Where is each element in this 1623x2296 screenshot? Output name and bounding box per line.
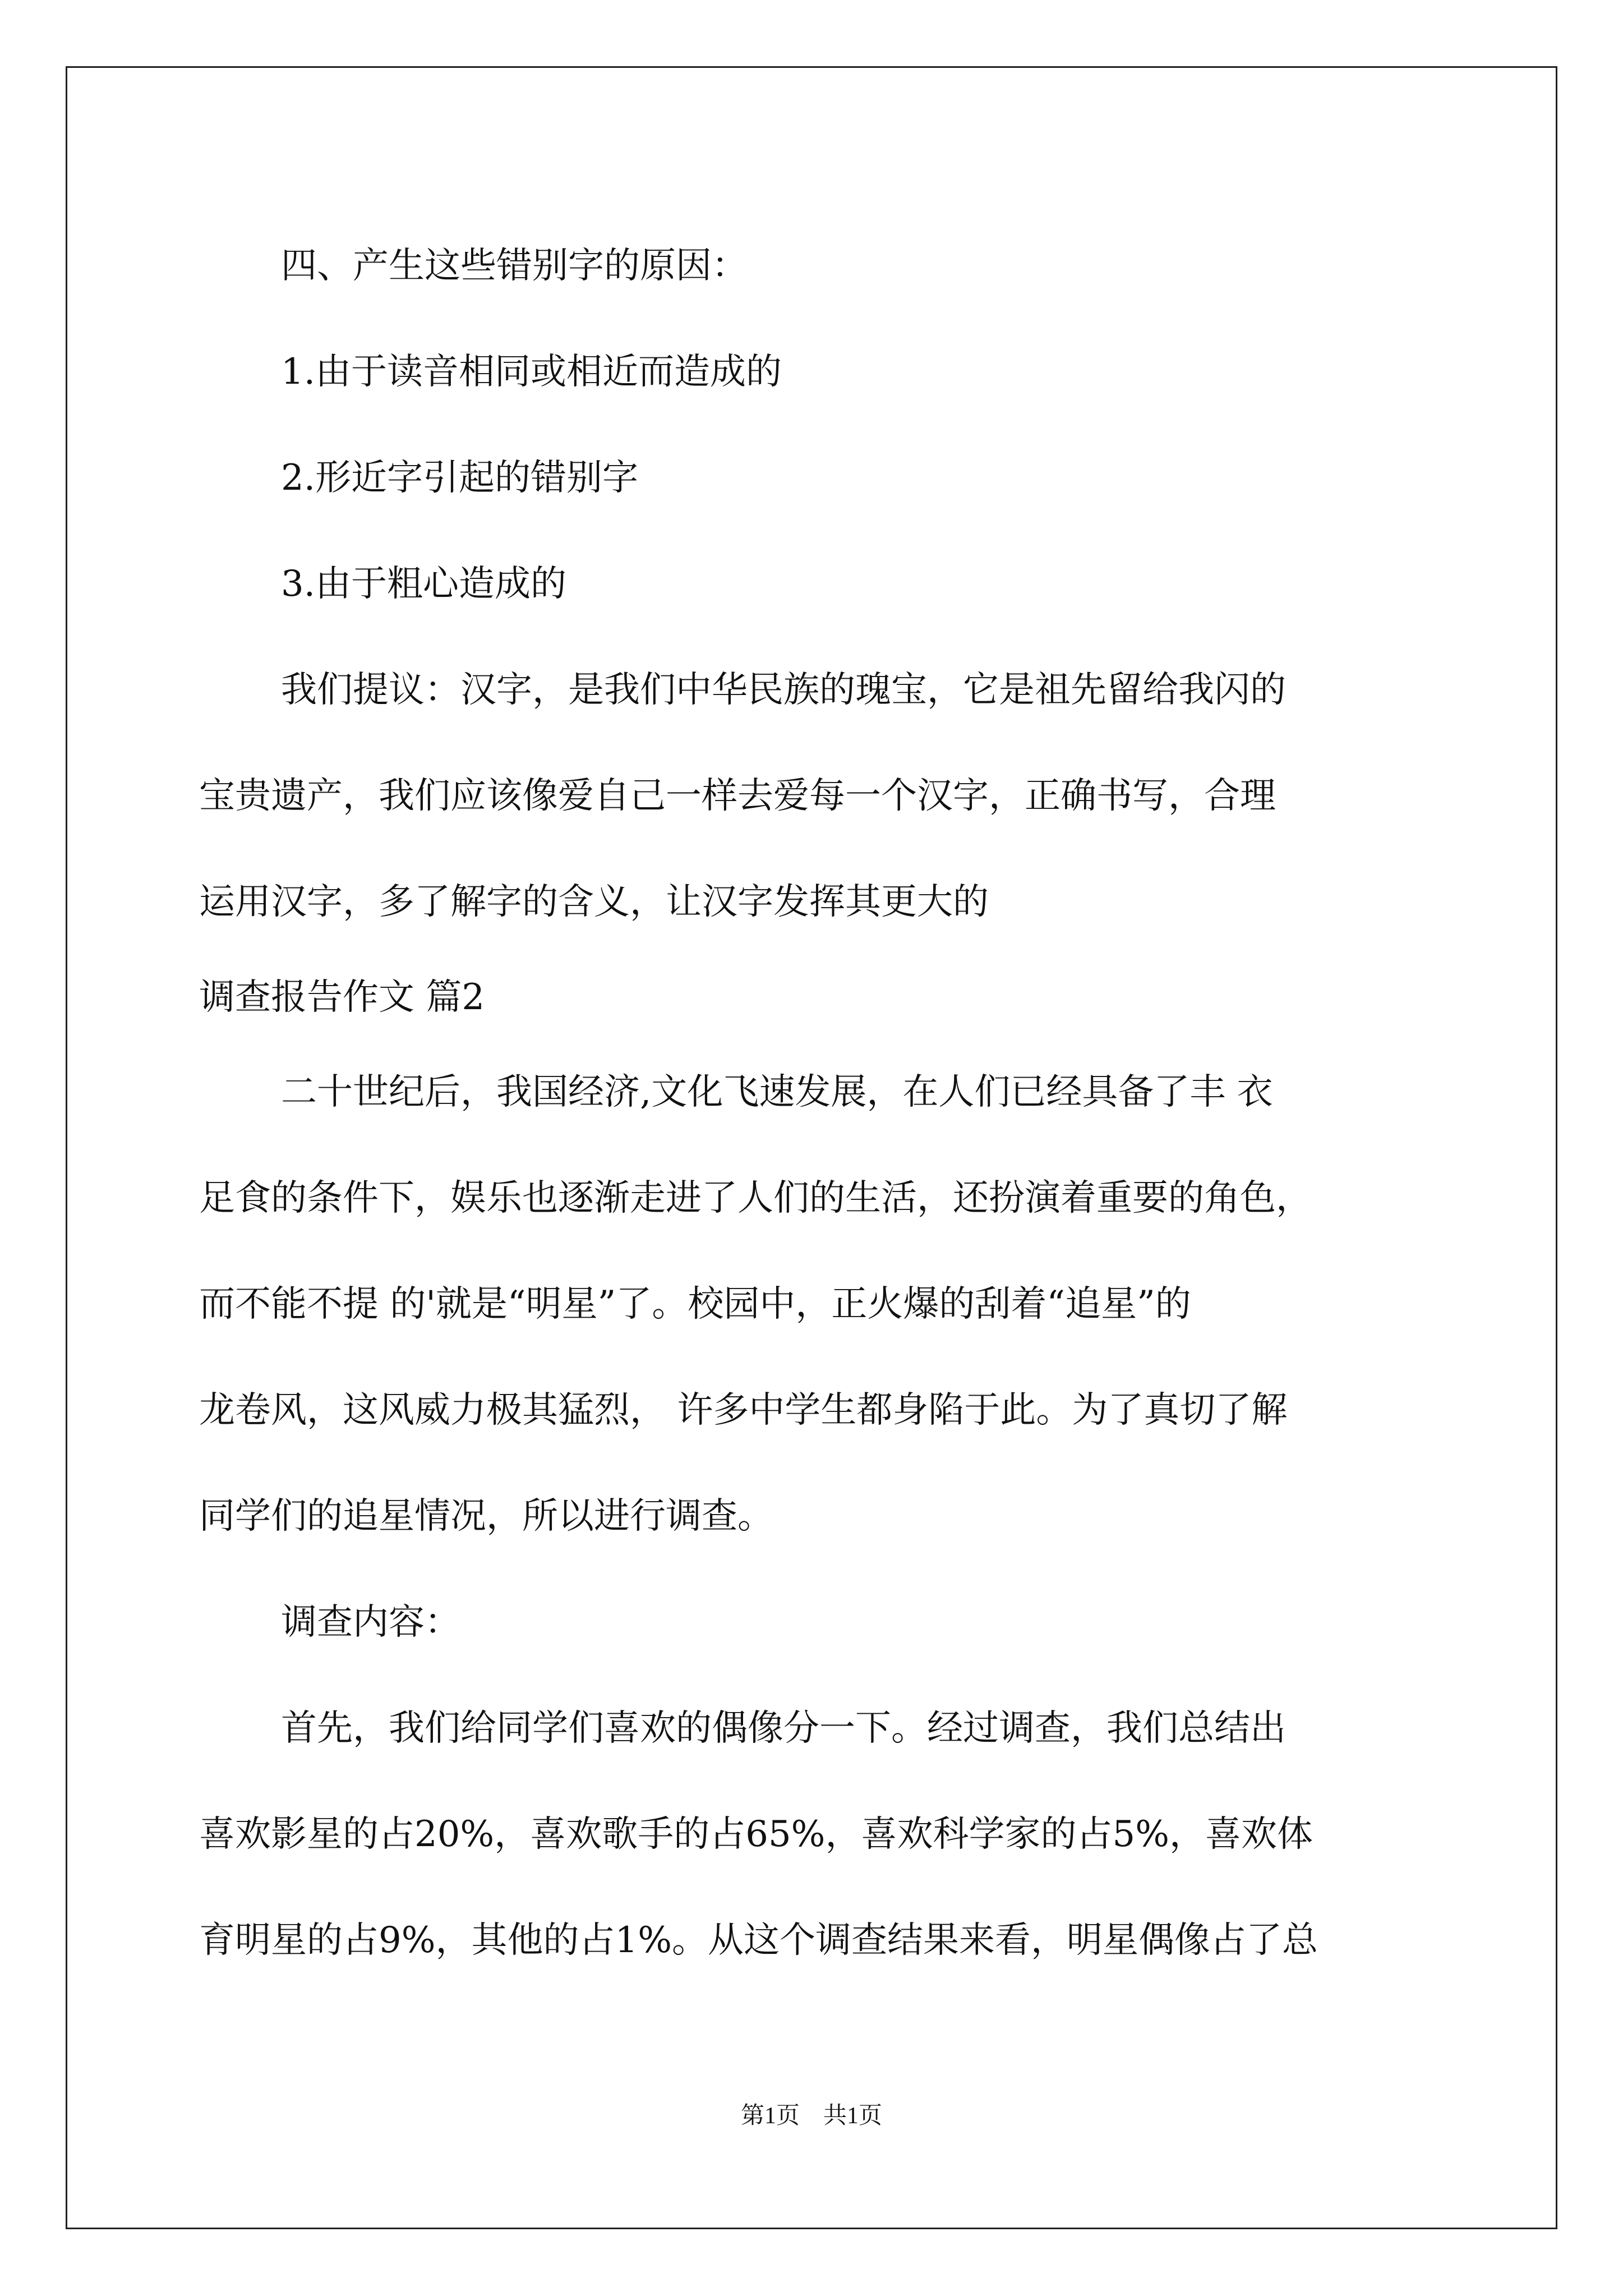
intro-line: 同学们的追星情况，所以进行调查。 [199,1496,773,1537]
section-heading-reasons: 四、产生这些错别字的原因： [281,245,748,287]
intro-line: 龙卷风，这风威力极其猛烈， 许多中学生都身陷于此。为了真切了解 [199,1389,1288,1431]
reason-item-1: 1.由于读音相同或相近而造成的 [281,351,782,393]
reason-item-2: 2.形近字引起的错别字 [281,457,639,499]
reason-item-3: 3.由于粗心造成的 [281,563,567,605]
proposal-line: 运用汉字，多了解字的含义，让汉字发挥其更大的 [199,881,989,923]
intro-line: 而不能不提 的'就是“明星”了。校园中，正火爆的刮着“追星”的 [199,1283,1191,1325]
result-line: 喜欢影星的占20%，喜欢歌手的占65%，喜欢科学家的占5%，喜欢体 [199,1814,1313,1855]
section-title: 调查报告作文 篇2 [199,977,485,1018]
survey-content-label: 调查内容： [281,1602,460,1643]
document-body [199,213,1433,1994]
result-line: 首先，我们给同学们喜欢的偶像分一下。经过调查，我们总结出 [281,1708,1286,1749]
proposal-line: 我们提议：汉字，是我们中华民族的瑰宝，它是祖先留给我闪的 [281,669,1286,711]
result-line: 育明星的占9%，其他的占1%。从这个调查结果来看，明星偶像占了总 [199,1920,1318,1961]
intro-line: 二十世纪后，我国经济,文化飞速发展，在人们已经具备了丰 衣 [281,1071,1273,1113]
intro-line: 足食的条件下，娱乐也逐渐走进了人们的生活，还扮演着重要的角色， [199,1177,1312,1219]
page-number-footer: 第1页 共1页 [740,2103,882,2129]
proposal-line: 宝贵遗产，我们应该像爱自己一样去爱每一个汉字，正确书写，合理 [199,775,1276,817]
